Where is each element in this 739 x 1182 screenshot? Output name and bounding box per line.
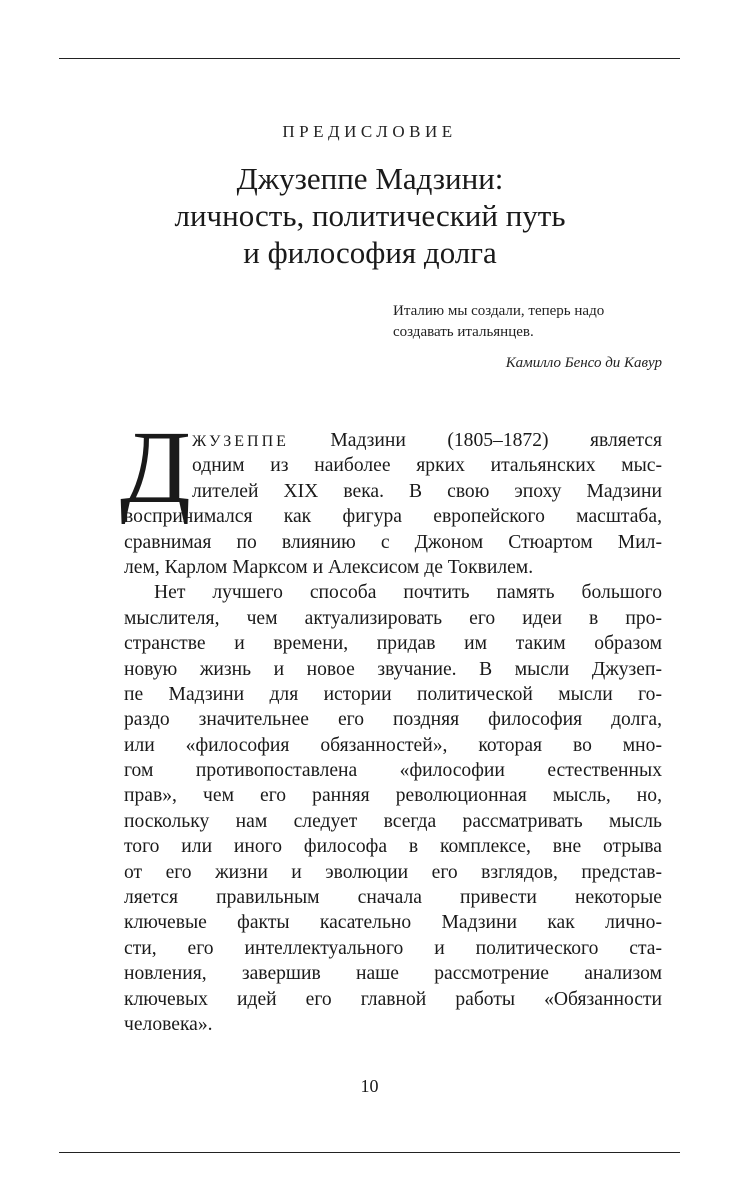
drop-cap: Д <box>120 410 191 525</box>
epigraph-author: Камилло Бенсо ди Кавур <box>505 355 662 371</box>
page-number: 10 <box>360 1076 379 1096</box>
lead-smallcaps: ЖУЗЕППЕ <box>192 433 289 450</box>
body-line: странстве и времени, придав им таким образом <box>124 633 662 655</box>
body-line: или «философия обязанностей», которая во мно- <box>124 734 662 756</box>
epigraph <box>393 301 663 343</box>
body-line: одним из наиболее ярких итальянских мыс- <box>192 455 662 477</box>
body-line: ключевых идей его главной работы «Обязанности <box>124 988 662 1010</box>
body-line: того или иного философа в комплексе, вне отрыва <box>124 836 662 858</box>
body-line: сравнимая по влиянию с Джоном Стюартом Мил- <box>124 531 662 553</box>
body-line: лем, Карлом Марксом и Алексисом де Токвилем. <box>124 556 534 578</box>
body-line: поскольку нам следует всегда рассматривать мысль <box>124 810 662 832</box>
epigraph-line: создавать итальянцев. <box>393 324 534 340</box>
body-line: новую жизнь и новое звучание. В мысли Джузеп- <box>124 658 662 680</box>
body-text <box>120 410 662 1037</box>
body-line: гом противопоставлена «философии естественных <box>124 760 662 782</box>
body-line: мыслителя, чем актуализировать его идеи в про- <box>124 607 662 629</box>
bottom-rule <box>59 1152 680 1153</box>
body-line <box>124 428 662 453</box>
body-line: Нет лучшего способа почтить память большого <box>154 582 662 604</box>
body-line: от его жизни и эволюции его взглядов, представ- <box>124 861 662 883</box>
body-line-text: Мадзини (1805–1872) является <box>288 430 662 451</box>
epigraph-line: Италию мы создали, теперь надо <box>393 303 605 319</box>
body-line: пе Мадзини для истории политической мысли го- <box>124 683 662 705</box>
body-line: раздо значительнее его поздняя философия долга, <box>124 709 662 731</box>
body-line: ляется правильным сначала привести некоторые <box>124 887 662 909</box>
title-line: личность, политический путь <box>174 198 566 233</box>
body-line: лителей XIX века. В свою эпоху Мадзини <box>192 480 662 502</box>
section-label: ПРЕДИСЛОВИЕ <box>282 122 457 141</box>
body-line: ключевые факты касательно Мадзини как лично- <box>124 912 662 934</box>
body-line: воспринимался как фигура европейского масштаба, <box>124 506 662 528</box>
chapter-title <box>80 160 660 271</box>
body-line: прав», чем его ранняя революционная мысль, но, <box>124 785 662 807</box>
body-line: сти, его интеллектуального и политического ста- <box>124 937 662 959</box>
title-line: и философия долга <box>243 235 497 270</box>
body-line: новления, завершив наше рассмотрение анализом <box>124 963 662 985</box>
title-line: Джузеппе Мадзини: <box>236 161 504 196</box>
top-rule <box>59 58 680 59</box>
body-line: человека». <box>124 1013 213 1035</box>
